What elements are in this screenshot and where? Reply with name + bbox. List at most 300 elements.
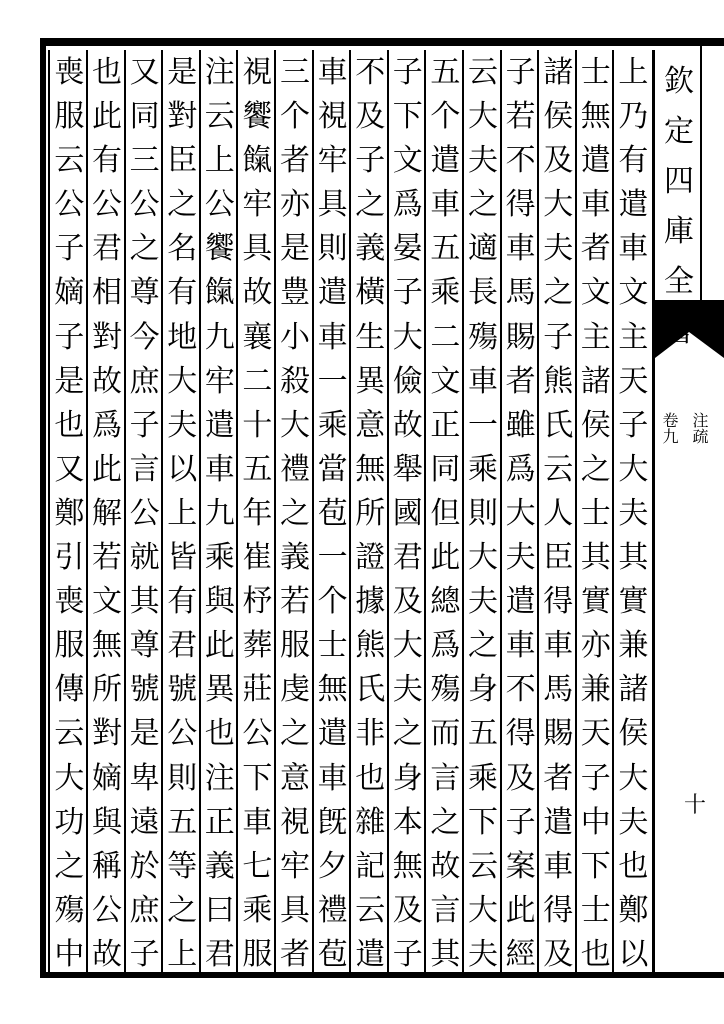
glyph: 有 bbox=[92, 143, 122, 179]
glyph: 也 bbox=[355, 760, 386, 796]
glyph: 十 bbox=[242, 407, 273, 443]
glyph: 个 bbox=[430, 99, 461, 135]
glyph: 三 bbox=[129, 143, 160, 179]
glyph: 之 bbox=[280, 495, 310, 531]
glyph: 小 bbox=[280, 319, 310, 355]
glyph: 个 bbox=[280, 99, 310, 135]
glyph: 乃 bbox=[618, 99, 649, 135]
fishtail-bar bbox=[655, 300, 724, 318]
glyph: 車 bbox=[242, 804, 273, 840]
text-column bbox=[162, 55, 202, 972]
series-title-char: 四 bbox=[664, 164, 694, 199]
glyph: 而 bbox=[430, 716, 461, 752]
glyph: 車 bbox=[317, 760, 348, 796]
glyph: 鄭 bbox=[54, 495, 85, 531]
glyph: 對 bbox=[167, 99, 198, 135]
glyph: 其 bbox=[129, 584, 160, 620]
glyph: 此 bbox=[430, 540, 461, 576]
glyph: 夫 bbox=[543, 231, 574, 267]
glyph: 公 bbox=[129, 495, 160, 531]
side-panel-rule bbox=[652, 50, 655, 972]
glyph: 有 bbox=[167, 584, 198, 620]
series-title-char: 全 bbox=[664, 264, 694, 299]
glyph: 五 bbox=[468, 716, 498, 752]
glyph: 無 bbox=[580, 99, 611, 135]
glyph: 當 bbox=[317, 451, 348, 487]
glyph: 車 bbox=[505, 231, 536, 267]
glyph: 公 bbox=[129, 187, 160, 223]
glyph: 言 bbox=[129, 451, 160, 487]
text-column bbox=[425, 55, 465, 972]
glyph: 下 bbox=[580, 848, 611, 884]
glyph: 夕 bbox=[317, 848, 348, 884]
glyph: 遣 bbox=[355, 936, 386, 972]
glyph: 乘 bbox=[317, 407, 348, 443]
glyph: 車 bbox=[580, 187, 611, 223]
glyph: 也 bbox=[92, 55, 122, 90]
glyph: 上 bbox=[204, 143, 235, 179]
glyph: 夫 bbox=[468, 936, 498, 972]
glyph: 大 bbox=[392, 628, 423, 664]
glyph: 熊 bbox=[543, 363, 574, 399]
glyph: 兼 bbox=[580, 672, 611, 708]
glyph: 得 bbox=[543, 584, 574, 620]
glyph: 橫 bbox=[355, 275, 386, 311]
glyph: 經 bbox=[505, 936, 536, 972]
glyph: 侯 bbox=[580, 407, 611, 443]
glyph: 則 bbox=[317, 231, 348, 267]
glyph: 身 bbox=[468, 672, 498, 708]
glyph: 云 bbox=[543, 451, 574, 487]
glyph: 之 bbox=[54, 848, 85, 884]
glyph: 者 bbox=[280, 936, 310, 972]
glyph: 馬 bbox=[505, 275, 536, 311]
glyph: 子 bbox=[505, 55, 536, 90]
glyph: 喪 bbox=[54, 55, 85, 90]
text-column bbox=[125, 55, 165, 972]
glyph: 此 bbox=[505, 892, 536, 928]
glyph: 禮 bbox=[280, 451, 310, 487]
glyph: 子 bbox=[54, 319, 85, 355]
glyph: 二 bbox=[430, 319, 461, 355]
text-column bbox=[576, 55, 616, 972]
glyph: 文 bbox=[430, 363, 461, 399]
glyph: 所 bbox=[355, 495, 386, 531]
glyph: 大 bbox=[543, 187, 574, 223]
glyph: 本 bbox=[392, 804, 423, 840]
glyph: 下 bbox=[392, 99, 423, 135]
glyph: 侯 bbox=[618, 716, 649, 752]
glyph: 大 bbox=[468, 540, 498, 576]
glyph: 子 bbox=[505, 804, 536, 840]
glyph: 國 bbox=[392, 495, 423, 531]
glyph: 實 bbox=[618, 584, 649, 620]
glyph: 此 bbox=[204, 628, 235, 664]
glyph: 是 bbox=[280, 231, 310, 267]
glyph: 又 bbox=[129, 55, 160, 90]
glyph: 夫 bbox=[468, 143, 498, 179]
glyph: 生 bbox=[355, 319, 386, 355]
glyph: 夫 bbox=[618, 495, 649, 531]
column-rule bbox=[48, 50, 50, 972]
glyph: 之 bbox=[430, 804, 461, 840]
text-column bbox=[49, 55, 89, 972]
glyph: 之 bbox=[167, 892, 198, 928]
text-column bbox=[538, 55, 578, 972]
glyph: 遣 bbox=[317, 716, 348, 752]
glyph: 車 bbox=[430, 187, 461, 223]
glyph: 車 bbox=[317, 55, 348, 90]
glyph: 遠 bbox=[129, 804, 160, 840]
glyph: 視 bbox=[242, 55, 273, 90]
glyph: 遣 bbox=[543, 804, 574, 840]
glyph: 公 bbox=[242, 716, 273, 752]
glyph: 天 bbox=[618, 363, 649, 399]
glyph: 遣 bbox=[317, 275, 348, 311]
glyph: 大 bbox=[280, 407, 310, 443]
section-label: 注疏 bbox=[690, 412, 709, 444]
glyph: 鄭 bbox=[618, 892, 649, 928]
glyph: 乘 bbox=[242, 892, 273, 928]
glyph: 下 bbox=[242, 760, 273, 796]
glyph: 之 bbox=[392, 716, 423, 752]
glyph: 二 bbox=[242, 363, 273, 399]
glyph: 其 bbox=[580, 540, 611, 576]
glyph: 及 bbox=[392, 892, 423, 928]
glyph: 身 bbox=[392, 760, 423, 796]
glyph: 五 bbox=[430, 231, 461, 267]
glyph: 地 bbox=[167, 319, 198, 355]
glyph: 遣 bbox=[505, 584, 536, 620]
glyph: 君 bbox=[204, 936, 235, 972]
glyph: 夫 bbox=[167, 407, 198, 443]
glyph: 賜 bbox=[505, 319, 536, 355]
glyph: 功 bbox=[54, 804, 85, 840]
glyph: 臣 bbox=[167, 143, 198, 179]
glyph: 殤 bbox=[54, 892, 85, 928]
glyph: 喪 bbox=[54, 584, 85, 620]
glyph: 大 bbox=[392, 319, 423, 355]
glyph: 尊 bbox=[129, 628, 160, 664]
glyph: 諸 bbox=[543, 55, 574, 90]
glyph: 正 bbox=[204, 804, 235, 840]
glyph: 無 bbox=[392, 848, 423, 884]
glyph: 五 bbox=[167, 804, 198, 840]
glyph: 是 bbox=[54, 363, 85, 399]
side-panel-rule-outer bbox=[700, 44, 702, 304]
glyph: 對 bbox=[92, 716, 122, 752]
glyph: 乘 bbox=[468, 451, 498, 487]
glyph: 牢 bbox=[242, 187, 273, 223]
glyph: 上 bbox=[167, 495, 198, 531]
glyph: 故 bbox=[92, 936, 122, 972]
glyph: 大 bbox=[505, 495, 536, 531]
glyph: 之 bbox=[543, 275, 574, 311]
glyph: 之 bbox=[280, 716, 310, 752]
glyph: 記 bbox=[355, 848, 386, 884]
glyph: 得 bbox=[543, 892, 574, 928]
glyph: 及 bbox=[392, 584, 423, 620]
glyph: 九 bbox=[204, 495, 235, 531]
glyph: 之 bbox=[167, 187, 198, 223]
glyph: 葬 bbox=[242, 628, 273, 664]
glyph: 車 bbox=[543, 848, 574, 884]
glyph: 夫 bbox=[392, 672, 423, 708]
series-title-char: 欽 bbox=[664, 64, 694, 99]
text-column bbox=[388, 55, 428, 972]
glyph: 遣 bbox=[618, 187, 649, 223]
glyph: 車 bbox=[505, 628, 536, 664]
glyph: 及 bbox=[543, 143, 574, 179]
text-column bbox=[200, 55, 240, 972]
glyph: 是 bbox=[129, 716, 160, 752]
glyph: 公 bbox=[92, 187, 122, 223]
glyph: 臣 bbox=[543, 540, 574, 576]
glyph: 得 bbox=[505, 187, 536, 223]
glyph: 乘 bbox=[430, 275, 461, 311]
glyph: 子 bbox=[129, 936, 160, 972]
glyph: 名 bbox=[167, 231, 198, 267]
glyph: 不 bbox=[505, 672, 536, 708]
glyph: 以 bbox=[618, 936, 649, 972]
glyph: 尊 bbox=[129, 275, 160, 311]
glyph: 言 bbox=[430, 760, 461, 796]
glyph: 文 bbox=[92, 584, 122, 620]
glyph: 車 bbox=[543, 628, 574, 664]
glyph: 有 bbox=[167, 275, 198, 311]
glyph: 適 bbox=[468, 231, 498, 267]
glyph: 殺 bbox=[280, 363, 310, 399]
glyph: 車 bbox=[468, 363, 498, 399]
glyph: 解 bbox=[92, 495, 122, 531]
text-column bbox=[350, 55, 390, 972]
glyph: 氏 bbox=[355, 672, 386, 708]
glyph: 虔 bbox=[280, 672, 310, 708]
glyph: 傳 bbox=[54, 672, 85, 708]
glyph: 則 bbox=[468, 495, 498, 531]
text-column bbox=[613, 55, 653, 972]
glyph: 儉 bbox=[392, 363, 423, 399]
glyph: 遣 bbox=[580, 143, 611, 179]
glyph: 君 bbox=[167, 628, 198, 664]
glyph: 君 bbox=[392, 540, 423, 576]
glyph: 就 bbox=[129, 540, 160, 576]
glyph: 具 bbox=[280, 892, 310, 928]
glyph: 餼 bbox=[242, 143, 273, 179]
glyph: 氏 bbox=[543, 407, 574, 443]
glyph: 君 bbox=[92, 231, 122, 267]
glyph: 異 bbox=[355, 363, 386, 399]
glyph: 正 bbox=[430, 407, 461, 443]
glyph: 云 bbox=[468, 55, 498, 90]
glyph: 公 bbox=[167, 716, 198, 752]
glyph: 子 bbox=[580, 760, 611, 796]
glyph: 其 bbox=[430, 936, 461, 972]
text-column bbox=[463, 55, 503, 972]
glyph: 今 bbox=[129, 319, 160, 355]
glyph: 之 bbox=[129, 231, 160, 267]
glyph: 上 bbox=[167, 936, 198, 972]
glyph: 車 bbox=[618, 231, 649, 267]
fishtail-mark bbox=[655, 318, 724, 358]
glyph: 个 bbox=[317, 584, 348, 620]
glyph: 之 bbox=[580, 451, 611, 487]
glyph: 三 bbox=[280, 55, 310, 90]
glyph: 五 bbox=[242, 451, 273, 487]
glyph: 者 bbox=[543, 760, 574, 796]
glyph: 云 bbox=[54, 143, 85, 179]
glyph: 與 bbox=[204, 584, 235, 620]
glyph: 主 bbox=[580, 319, 611, 355]
glyph: 乘 bbox=[468, 760, 498, 796]
glyph: 子 bbox=[392, 275, 423, 311]
glyph: 非 bbox=[355, 716, 386, 752]
glyph: 故 bbox=[242, 275, 273, 311]
glyph: 云 bbox=[204, 99, 235, 135]
glyph: 天 bbox=[580, 716, 611, 752]
glyph: 夫 bbox=[468, 584, 498, 620]
glyph: 庶 bbox=[129, 892, 160, 928]
glyph: 稱 bbox=[92, 848, 122, 884]
glyph: 若 bbox=[280, 584, 310, 620]
glyph: 牢 bbox=[280, 848, 310, 884]
glyph: 號 bbox=[129, 672, 160, 708]
glyph: 公 bbox=[204, 187, 235, 223]
glyph: 是 bbox=[167, 55, 198, 90]
glyph: 士 bbox=[317, 628, 348, 664]
glyph: 於 bbox=[129, 848, 160, 884]
glyph: 七 bbox=[242, 848, 273, 884]
glyph: 義 bbox=[280, 540, 310, 576]
glyph: 莊 bbox=[242, 672, 273, 708]
glyph: 者 bbox=[280, 143, 310, 179]
glyph: 士 bbox=[580, 892, 611, 928]
glyph: 者 bbox=[580, 231, 611, 267]
glyph: 饗 bbox=[204, 231, 235, 267]
glyph: 文 bbox=[392, 143, 423, 179]
glyph: 晏 bbox=[392, 231, 423, 267]
glyph: 得 bbox=[505, 716, 536, 752]
glyph: 故 bbox=[430, 848, 461, 884]
glyph: 視 bbox=[280, 804, 310, 840]
glyph: 子 bbox=[392, 55, 423, 90]
glyph: 若 bbox=[92, 540, 122, 576]
glyph: 子 bbox=[129, 407, 160, 443]
glyph: 但 bbox=[430, 495, 461, 531]
glyph: 人 bbox=[543, 495, 574, 531]
glyph: 據 bbox=[355, 584, 386, 620]
glyph: 無 bbox=[317, 672, 348, 708]
glyph: 故 bbox=[392, 407, 423, 443]
glyph: 所 bbox=[92, 672, 122, 708]
glyph: 也 bbox=[204, 716, 235, 752]
glyph: 中 bbox=[580, 804, 611, 840]
glyph: 豊 bbox=[280, 275, 310, 311]
glyph: 同 bbox=[129, 99, 160, 135]
glyph: 嫡 bbox=[92, 760, 122, 796]
glyph: 大 bbox=[618, 760, 649, 796]
glyph: 士 bbox=[580, 495, 611, 531]
glyph: 其 bbox=[618, 540, 649, 576]
glyph: 有 bbox=[618, 143, 649, 179]
glyph: 也 bbox=[580, 936, 611, 972]
glyph: 意 bbox=[355, 407, 386, 443]
glyph: 故 bbox=[92, 363, 122, 399]
glyph: 服 bbox=[280, 628, 310, 664]
glyph: 之 bbox=[468, 628, 498, 664]
glyph: 九 bbox=[204, 319, 235, 355]
glyph: 賜 bbox=[543, 716, 574, 752]
text-column bbox=[275, 55, 315, 972]
glyph: 引 bbox=[54, 540, 85, 576]
glyph: 主 bbox=[618, 319, 649, 355]
glyph: 無 bbox=[92, 628, 122, 664]
glyph: 皆 bbox=[167, 540, 198, 576]
glyph: 及 bbox=[543, 936, 574, 972]
text-column bbox=[501, 55, 541, 972]
glyph: 大 bbox=[468, 99, 498, 135]
glyph: 中 bbox=[54, 936, 85, 972]
text-column bbox=[237, 55, 277, 972]
glyph: 證 bbox=[355, 540, 386, 576]
glyph: 苞 bbox=[317, 936, 348, 972]
glyph: 實 bbox=[580, 584, 611, 620]
glyph: 爲 bbox=[392, 187, 423, 223]
glyph: 子 bbox=[355, 143, 386, 179]
glyph: 襄 bbox=[242, 319, 273, 355]
glyph: 大 bbox=[468, 892, 498, 928]
glyph: 崔 bbox=[242, 540, 273, 576]
glyph: 此 bbox=[92, 99, 122, 135]
glyph: 服 bbox=[54, 99, 85, 135]
glyph: 五 bbox=[430, 55, 461, 90]
glyph: 一 bbox=[317, 540, 348, 576]
glyph: 侯 bbox=[543, 99, 574, 135]
glyph: 熊 bbox=[355, 628, 386, 664]
glyph: 之 bbox=[355, 187, 386, 223]
glyph: 文 bbox=[618, 275, 649, 311]
glyph: 大 bbox=[618, 451, 649, 487]
glyph: 兼 bbox=[618, 628, 649, 664]
glyph: 子 bbox=[618, 407, 649, 443]
glyph: 長 bbox=[468, 275, 498, 311]
glyph: 苞 bbox=[317, 495, 348, 531]
glyph: 又 bbox=[54, 451, 85, 487]
glyph: 具 bbox=[242, 231, 273, 267]
glyph: 也 bbox=[618, 848, 649, 884]
glyph: 曰 bbox=[204, 892, 235, 928]
glyph: 夫 bbox=[618, 804, 649, 840]
glyph: 之 bbox=[468, 187, 498, 223]
glyph: 義 bbox=[355, 231, 386, 267]
glyph: 注 bbox=[204, 760, 235, 796]
glyph: 具 bbox=[317, 187, 348, 223]
volume-label: 卷九 bbox=[660, 412, 679, 444]
glyph: 爲 bbox=[430, 628, 461, 664]
glyph: 乘 bbox=[204, 540, 235, 576]
glyph: 與 bbox=[92, 804, 122, 840]
glyph: 旣 bbox=[317, 804, 348, 840]
glyph: 禮 bbox=[317, 892, 348, 928]
glyph: 牢 bbox=[317, 143, 348, 179]
series-title-char: 定 bbox=[664, 114, 694, 149]
glyph: 服 bbox=[242, 936, 273, 972]
glyph: 饗 bbox=[242, 99, 273, 135]
glyph: 注 bbox=[204, 55, 235, 90]
glyph: 不 bbox=[505, 143, 536, 179]
glyph: 及 bbox=[355, 99, 386, 135]
glyph: 及 bbox=[505, 760, 536, 796]
